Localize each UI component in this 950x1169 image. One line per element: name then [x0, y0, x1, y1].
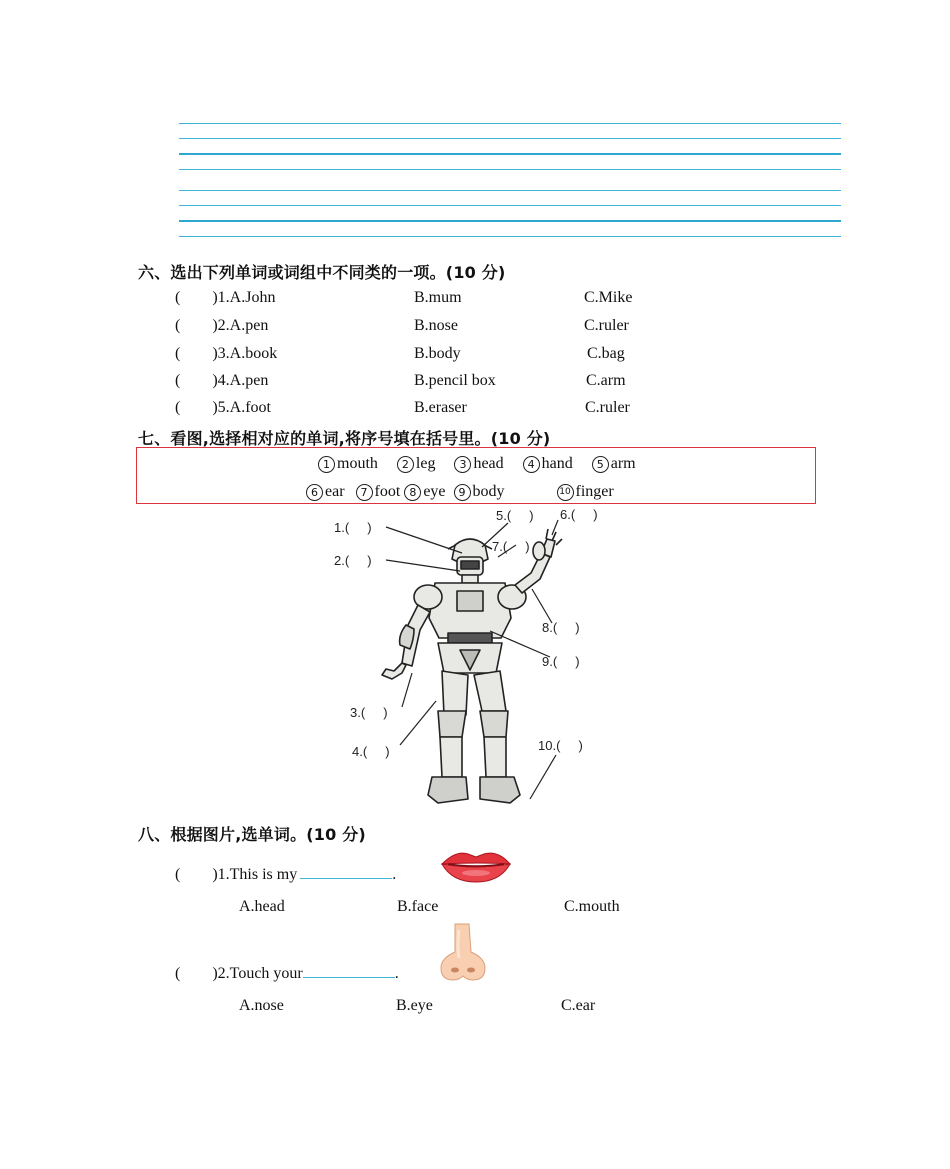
- word-bank-word: ear: [325, 483, 345, 500]
- word-bank-word: body: [472, 483, 505, 500]
- question-5-number[interactable]: ( )5.A.foot: [175, 399, 271, 416]
- word-number-circle: 5: [592, 456, 609, 473]
- lips-image: [438, 848, 514, 884]
- section8-q2-option-b: B.eye: [396, 997, 433, 1014]
- question-2-option-b: B.nose: [414, 317, 458, 334]
- question-1-period: .: [392, 866, 397, 883]
- section8-q2-option-a: A.nose: [239, 997, 284, 1014]
- question-2-number[interactable]: ( )2.A.pen: [175, 317, 269, 334]
- writing-line: [179, 123, 841, 124]
- question-2-prefix: ( )2.Touch your: [175, 965, 303, 982]
- word-bank-word: finger: [575, 483, 614, 500]
- diagram-label-1[interactable]: 1.( ): [334, 520, 372, 535]
- section8-question-2: [175, 963, 399, 983]
- diagram-label-2[interactable]: 2.( ): [334, 553, 372, 568]
- section7-title: 七、看图,选择相对应的单词,将序号填在括号里。(10 分): [138, 429, 551, 448]
- diagram-label-6[interactable]: 6.( ): [560, 507, 598, 522]
- diagram-label-10[interactable]: 10.( ): [538, 738, 583, 753]
- question-4-option-b: B.pencil box: [414, 372, 496, 389]
- robot-figure-icon: [382, 529, 562, 803]
- diagram-label-7[interactable]: 7.( ): [492, 539, 530, 554]
- writing-line: [179, 138, 841, 139]
- diagram-label-9[interactable]: 9.( ): [542, 654, 580, 669]
- writing-line: [179, 236, 841, 237]
- question-1-number[interactable]: ( )1.A.John: [175, 289, 276, 306]
- word-bank-word: eye: [423, 483, 446, 500]
- word-number-circle: 1: [318, 456, 335, 473]
- word-bank-word: arm: [610, 455, 636, 472]
- word-number-circle: 9: [454, 484, 471, 501]
- question-2-period: .: [394, 965, 399, 982]
- diagram-label-4[interactable]: 4.( ): [352, 744, 390, 759]
- question-4-option-c: C.arm: [586, 372, 626, 389]
- question-4-number[interactable]: ( )4.A.pen: [175, 372, 269, 389]
- writing-line: [179, 153, 841, 155]
- answer-blank-1[interactable]: [300, 864, 392, 879]
- word-bank-word: mouth: [337, 455, 378, 472]
- question-1-option-b: B.mum: [414, 289, 462, 306]
- word-bank-word: foot: [374, 483, 401, 500]
- word-number-circle: 2: [397, 456, 414, 473]
- word-number-circle: 7: [356, 484, 373, 501]
- section8-q1-option-b: B.face: [397, 898, 439, 915]
- section8-title: 八、根据图片,选单词。(10 分): [138, 825, 366, 844]
- question-3-option-c: C.bag: [587, 345, 625, 362]
- word-number-circle: 4: [523, 456, 540, 473]
- writing-line: [179, 220, 841, 222]
- word-bank-row-2: [306, 483, 614, 501]
- diagram-label-5[interactable]: 5.( ): [496, 508, 534, 523]
- word-bank-word: hand: [541, 455, 573, 472]
- nose-image: [437, 922, 489, 982]
- word-bank-word: head: [473, 455, 504, 472]
- word-bank-row-1: [318, 455, 636, 473]
- writing-line: [179, 205, 841, 206]
- question-3-number[interactable]: ( )3.A.book: [175, 345, 278, 362]
- diagram-label-3[interactable]: 3.( ): [350, 705, 388, 720]
- robot-diagram: [320, 505, 630, 815]
- section8-q1-option-c: C.mouth: [564, 898, 620, 915]
- word-number-circle: 10: [557, 484, 574, 501]
- question-2-option-c: C.ruler: [584, 317, 629, 334]
- question-3-option-b: B.body: [414, 345, 461, 362]
- section8-question-1: [175, 864, 396, 884]
- word-number-circle: 6: [306, 484, 323, 501]
- writing-line: [179, 190, 841, 191]
- writing-line: [179, 169, 841, 170]
- diagram-label-8[interactable]: 8.( ): [542, 620, 580, 635]
- section8-q1-option-a: A.head: [239, 898, 285, 915]
- question-1-option-c: C.Mike: [584, 289, 633, 306]
- question-5-option-b: B.eraser: [414, 399, 467, 416]
- question-5-option-c: C.ruler: [585, 399, 630, 416]
- section8-q2-option-c: C.ear: [561, 997, 596, 1014]
- section6-title: 六、选出下列单词或词组中不同类的一项。(10 分): [138, 263, 506, 282]
- word-number-circle: 8: [404, 484, 421, 501]
- word-bank-word: leg: [415, 455, 436, 472]
- question-1-prefix: ( )1.This is my: [175, 866, 298, 883]
- answer-blank-2[interactable]: [303, 963, 395, 978]
- word-number-circle: 3: [454, 456, 471, 473]
